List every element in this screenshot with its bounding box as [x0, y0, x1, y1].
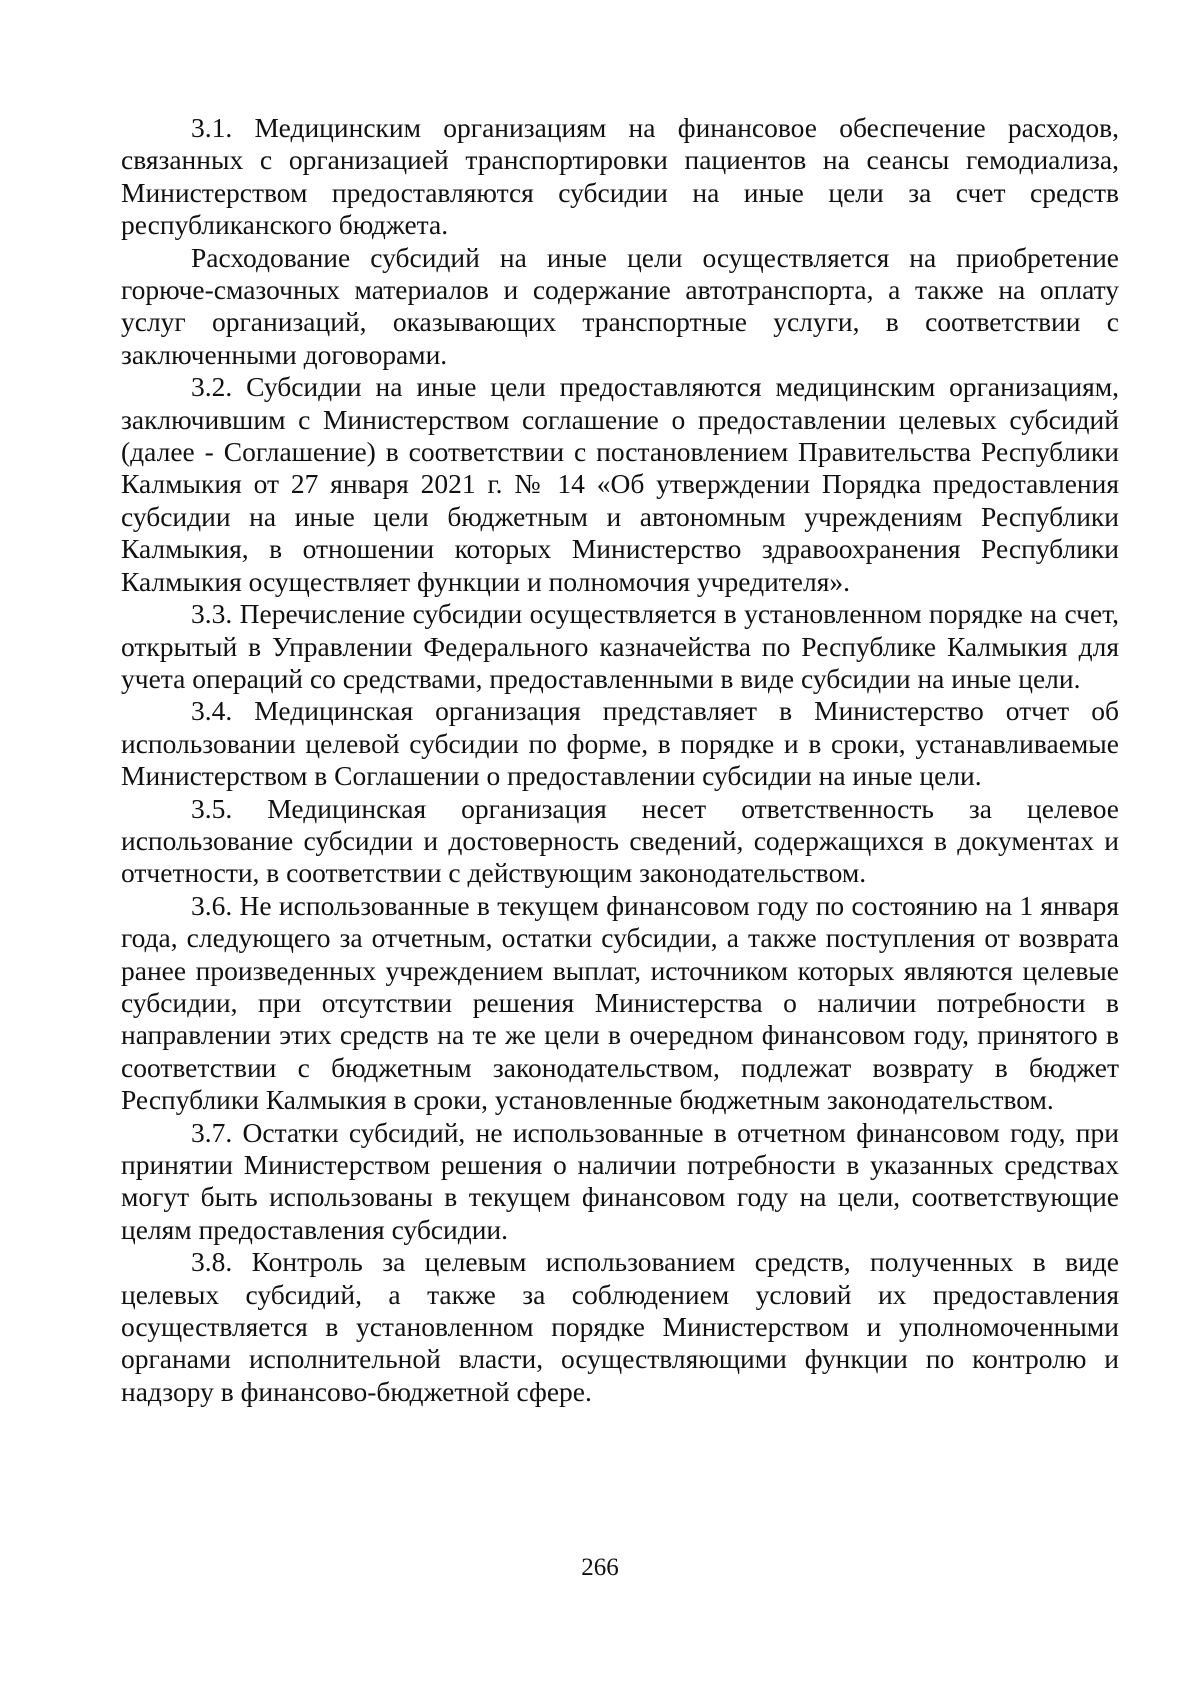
paragraph-3-1: 3.1. Медицинским организациям на финансовое обеспечение расходов, связанных с организацией транспортировки пациентов на сеансы гемодиализа, Министерством предоставляются субсидии на иные цели за счет средств республиканского бюджета. [121, 112, 1119, 241]
document-body [121, 112, 1119, 1408]
paragraph-3-6: 3.6. Не использованные в текущем финансовом году по состоянию на 1 января года, следующего за отчетным, остатки субсидии, а также поступления от возврата ранее произведенных учреждением выплат, источником которых являются целевые субсидии, при отсутствии решения Министерства о наличии потребности в направлении этих средств на те же цели в очередном финансовом году, принятого в соответствии с бюджетным законодательством, подлежат возврату в бюджет Республики Калмыкия в сроки, установленные бюджетным законодательством. [121, 889, 1119, 1116]
paragraph-3-5: 3.5. Медицинская организация несет ответственность за целевое использование субсидии и достоверность сведений, содержащихся в документах и отчетности, в соответствии с действующим законодательством. [121, 792, 1119, 889]
paragraph-3-7: 3.7. Остатки субсидий, не использованные в отчетном финансовом году, при принятии Министерством решения о наличии потребности в указанных средствах могут быть использованы в текущем финансовом году на цели, соответствующие целям предоставления субсидии. [121, 1116, 1119, 1245]
paragraph-3-8: 3.8. Контроль за целевым использованием средств, полученных в виде целевых субсидий, а также за соблюдением условий их предоставления осуществляется в установленном порядке Министерством и уполномоченными органами исполнительной власти, осуществляющими функции по контролю и надзору в финансово-бюджетной сфере. [121, 1246, 1119, 1407]
paragraph-3-3: 3.3. Перечисление субсидии осуществляется в установленном порядке на счет, открытый в Управлении Федерального казначейства по Республике Калмыкия для учета операций со средствами, предоставленными в виде субсидии на иные цели. [121, 598, 1119, 694]
paragraph-3-1-expenditure: Расходование субсидий на иные цели осуществляется на приобретение горюче-смазочных материалов и содержание автотранспорта, а также на оплату услуг организаций, оказывающих транспортные услуги, в соответствии с заключенными договорами. [121, 241, 1119, 370]
paragraph-3-2: 3.2. Субсидии на иные цели предоставляются медицинским организациям, заключившим с Министерством соглашение о предоставлении целевых субсидий (далее - Соглашение) в соответствии с постановлением Правительства Республики Калмыкия от 27 января 2021 г. № 14 «Об утверждении Порядка предоставления субсидии на иные цели бюджетным и автономным учреждениям Республики Калмыкия, в отношении которых Министерство здравоохранения Республики Калмыкия осуществляет функции и полномочия учредителя». [121, 371, 1119, 597]
paragraph-3-4: 3.4. Медицинская организация представляет в Министерство отчет об использовании целевой субсидии по форме, в порядке и в сроки, устанавливаемые Министерством в Соглашении о предоставлении субсидии на иные цели. [121, 695, 1119, 792]
page-number: 266 [581, 1554, 619, 1581]
